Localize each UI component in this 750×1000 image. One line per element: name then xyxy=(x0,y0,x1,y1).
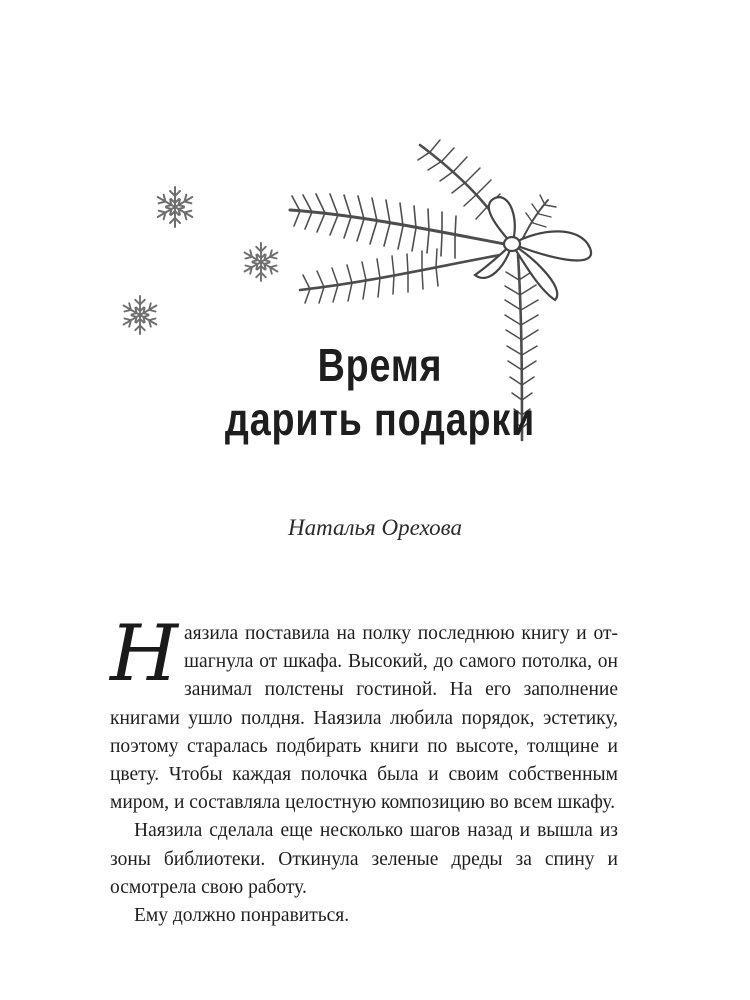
chapter-title-line2: дарить подарки xyxy=(224,393,536,445)
snowflake-icon xyxy=(158,187,193,227)
paragraph-1 xyxy=(110,609,618,817)
story-text xyxy=(110,609,618,930)
drop-cap: Н xyxy=(110,609,179,699)
snowflake-icon xyxy=(245,243,278,281)
author-name: Наталья Орехова xyxy=(288,515,462,540)
paragraph-2: Наязила сделала еще несколько шагов назад и вышла из зоны библиотеки. Откинула зеленые дреды за спину и осмотрела свою работу. xyxy=(110,820,618,898)
paragraph-3: Ему должно понравиться. xyxy=(134,905,350,927)
paragraph-1-text: аязила поставила на полку последнюю книгу и отшагнула от шкафа. Высокий, до самого потолка, он занимал полстены гостиной. На его заполнение книгами ушло полдня. Наязила любила порядок, эстетику, поэтому старалась подбирать книги по высоте, толщине и цвету. Чтобы каждая полочка была и своим собственным миром, и составляла целостную композицию во всем шкафу. xyxy=(110,623,618,814)
chapter-title-line1: Время xyxy=(317,339,443,391)
snowflake-icon xyxy=(124,296,157,334)
